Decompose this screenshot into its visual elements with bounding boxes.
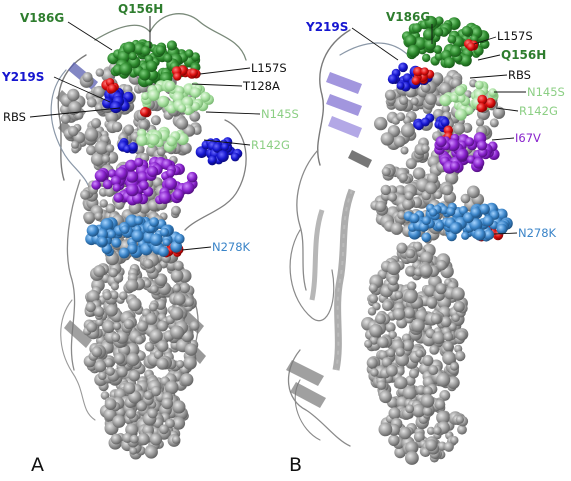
atom-sphere bbox=[137, 321, 148, 332]
atom-sphere bbox=[483, 215, 494, 226]
atom-sphere bbox=[119, 291, 128, 300]
atom-sphere bbox=[165, 81, 176, 92]
atom-sphere bbox=[398, 63, 408, 73]
atom-sphere bbox=[452, 314, 460, 322]
atom-sphere bbox=[140, 108, 149, 117]
atom-sphere bbox=[368, 307, 376, 315]
atom-sphere bbox=[423, 29, 435, 41]
label-q156h: Q156H bbox=[118, 2, 164, 16]
atom-sphere bbox=[106, 367, 115, 376]
atom-sphere bbox=[143, 259, 153, 269]
atom-sphere bbox=[389, 407, 401, 419]
atom-sphere bbox=[386, 365, 398, 377]
atom-sphere bbox=[474, 229, 486, 241]
atom-sphere bbox=[182, 182, 195, 195]
atom-sphere bbox=[126, 184, 139, 197]
atom-sphere bbox=[369, 283, 378, 292]
atom-sphere bbox=[145, 313, 157, 325]
atom-sphere bbox=[61, 114, 71, 124]
atom-sphere bbox=[151, 115, 161, 125]
atom-sphere bbox=[375, 201, 386, 212]
atom-sphere bbox=[129, 370, 140, 381]
atom-sphere bbox=[111, 333, 120, 342]
beta-sheet-ribbons bbox=[286, 72, 372, 408]
atom-sphere bbox=[401, 147, 409, 155]
atom-sphere bbox=[107, 230, 116, 239]
atom-sphere bbox=[221, 143, 229, 151]
atom-sphere bbox=[157, 340, 169, 352]
atom-sphere bbox=[456, 149, 468, 161]
atom-sphere bbox=[105, 304, 117, 316]
atom-sphere bbox=[158, 246, 169, 257]
atom-sphere bbox=[136, 135, 147, 146]
atom-sphere bbox=[431, 314, 442, 325]
atom-sphere bbox=[126, 353, 139, 366]
atom-sphere bbox=[82, 72, 92, 82]
panel-label-b: B bbox=[289, 454, 303, 476]
atom-sphere bbox=[173, 284, 181, 292]
atom-sphere bbox=[477, 140, 487, 150]
atom-sphere bbox=[370, 368, 378, 376]
atom-sphere bbox=[412, 76, 421, 85]
atom-sphere bbox=[119, 248, 130, 259]
atom-spheres bbox=[361, 16, 513, 465]
atom-sphere bbox=[144, 391, 153, 400]
label-v186g: V186G bbox=[386, 10, 431, 24]
atom-sphere bbox=[386, 348, 395, 357]
atom-sphere bbox=[86, 302, 96, 312]
atom-sphere bbox=[147, 166, 158, 177]
atom-sphere bbox=[102, 155, 110, 163]
atom-sphere bbox=[434, 27, 443, 36]
atom-sphere bbox=[124, 319, 134, 329]
atom-sphere bbox=[388, 435, 399, 446]
atom-sphere bbox=[113, 193, 123, 203]
atom-sphere bbox=[404, 290, 418, 304]
atom-sphere bbox=[369, 324, 382, 337]
label-v186g: V186G bbox=[20, 11, 65, 25]
atom-sphere bbox=[429, 208, 437, 216]
atom-sphere bbox=[134, 216, 143, 225]
atom-sphere bbox=[136, 401, 147, 412]
label-l157s: L157S bbox=[251, 61, 287, 75]
atom-sphere bbox=[391, 223, 403, 235]
atom-sphere bbox=[411, 319, 425, 333]
atom-sphere bbox=[410, 213, 420, 223]
atom-sphere bbox=[387, 261, 401, 275]
label-t128a: T128A bbox=[243, 79, 280, 93]
atom-sphere bbox=[405, 451, 419, 465]
atom-sphere bbox=[148, 408, 158, 418]
atom-sphere bbox=[170, 326, 184, 340]
atom-sphere bbox=[190, 321, 200, 331]
atom-sphere bbox=[68, 126, 78, 136]
atom-sphere bbox=[135, 336, 144, 345]
atom-sphere bbox=[141, 46, 151, 56]
atom-sphere bbox=[87, 225, 99, 237]
atom-sphere bbox=[139, 180, 149, 190]
atom-sphere bbox=[393, 308, 406, 321]
atom-sphere bbox=[453, 123, 465, 135]
atom-sphere bbox=[112, 122, 122, 132]
atom-sphere bbox=[125, 279, 138, 292]
atom-sphere bbox=[180, 373, 193, 386]
atom-sphere bbox=[157, 96, 169, 108]
atom-sphere bbox=[401, 123, 415, 137]
atom-sphere bbox=[450, 46, 461, 57]
atom-sphere bbox=[112, 415, 125, 428]
atom-sphere bbox=[405, 249, 415, 259]
atom-sphere bbox=[467, 186, 480, 199]
atom-sphere bbox=[117, 366, 128, 377]
label-l157s: L157S bbox=[497, 29, 533, 43]
atom-sphere bbox=[84, 212, 96, 224]
atom-sphere bbox=[108, 84, 117, 93]
atom-sphere bbox=[149, 303, 158, 312]
atom-sphere bbox=[403, 307, 415, 319]
atom-sphere bbox=[172, 435, 180, 443]
atom-sphere bbox=[114, 353, 126, 365]
label-n145s: N145S bbox=[261, 107, 299, 121]
atom-sphere bbox=[421, 67, 429, 75]
atom-sphere bbox=[85, 128, 99, 142]
label-y219s: Y219S bbox=[2, 70, 45, 84]
atom-sphere bbox=[421, 394, 435, 408]
atom-sphere bbox=[94, 360, 106, 372]
atom-sphere bbox=[174, 261, 184, 271]
atom-sphere bbox=[111, 434, 122, 445]
atom-sphere bbox=[465, 137, 474, 146]
atom-sphere bbox=[94, 212, 102, 220]
atom-sphere bbox=[159, 191, 172, 204]
atom-sphere bbox=[185, 49, 193, 57]
label-rbs: RBS bbox=[508, 68, 531, 82]
atom-sphere bbox=[161, 398, 173, 410]
atom-sphere bbox=[436, 373, 450, 387]
atom-sphere bbox=[185, 343, 198, 356]
atom-sphere bbox=[126, 171, 138, 183]
atom-sphere bbox=[405, 35, 417, 47]
atom-sphere bbox=[450, 362, 458, 370]
atom-sphere bbox=[425, 182, 437, 194]
atom-sphere bbox=[425, 439, 437, 451]
atom-sphere bbox=[364, 340, 372, 348]
atom-sphere bbox=[163, 238, 171, 246]
atom-sphere bbox=[397, 82, 405, 90]
atom-sphere bbox=[421, 232, 431, 242]
atom-sphere bbox=[381, 132, 394, 145]
atom-sphere bbox=[145, 445, 158, 458]
atom-sphere bbox=[159, 424, 169, 434]
atom-sphere bbox=[436, 260, 447, 271]
atom-sphere bbox=[86, 322, 97, 333]
atom-sphere bbox=[443, 341, 453, 351]
atom-sphere bbox=[217, 150, 229, 162]
atom-sphere bbox=[119, 63, 132, 76]
atom-sphere bbox=[444, 57, 455, 68]
atom-sphere bbox=[451, 287, 465, 301]
atom-sphere bbox=[405, 191, 414, 200]
atom-sphere bbox=[187, 172, 198, 183]
atom-sphere bbox=[148, 89, 160, 101]
atom-sphere bbox=[139, 69, 151, 81]
atom-sphere bbox=[439, 94, 451, 106]
atom-sphere bbox=[399, 96, 408, 105]
atom-sphere bbox=[405, 405, 414, 414]
atom-sphere bbox=[148, 134, 160, 146]
atom-sphere bbox=[420, 264, 433, 277]
label-n278k: N278K bbox=[518, 226, 557, 240]
atom-sphere bbox=[134, 158, 143, 167]
atom-sphere bbox=[178, 104, 187, 113]
atom-sphere bbox=[436, 136, 447, 147]
atom-sphere bbox=[426, 297, 437, 308]
atom-sphere bbox=[131, 230, 143, 242]
atom-sphere bbox=[385, 90, 396, 101]
atom-sphere bbox=[422, 216, 431, 225]
atom-sphere bbox=[455, 351, 465, 361]
atom-sphere bbox=[458, 95, 466, 103]
atom-sphere bbox=[163, 54, 172, 63]
atom-sphere bbox=[166, 169, 174, 177]
atom-sphere bbox=[130, 435, 139, 444]
atom-sphere bbox=[436, 283, 447, 294]
atom-sphere bbox=[111, 238, 121, 248]
atom-sphere bbox=[139, 120, 149, 130]
atom-sphere bbox=[377, 337, 389, 349]
atom-sphere bbox=[106, 144, 114, 152]
atom-sphere bbox=[98, 237, 107, 246]
atom-sphere bbox=[462, 26, 472, 36]
atom-sphere bbox=[141, 92, 149, 100]
atom-sphere bbox=[450, 94, 458, 102]
atom-sphere bbox=[411, 97, 419, 105]
atom-sphere bbox=[388, 74, 398, 84]
atom-sphere bbox=[473, 157, 484, 168]
atom-sphere bbox=[379, 390, 392, 403]
atom-sphere bbox=[429, 345, 439, 355]
atom-sphere bbox=[174, 234, 184, 244]
atom-sphere bbox=[377, 381, 386, 390]
atom-sphere bbox=[126, 409, 136, 419]
atom-sphere bbox=[476, 118, 484, 126]
atom-sphere bbox=[208, 156, 217, 165]
atom-sphere bbox=[471, 207, 481, 217]
atom-sphere bbox=[448, 35, 457, 44]
atom-sphere bbox=[156, 45, 166, 55]
atom-sphere bbox=[123, 382, 135, 394]
atom-sphere bbox=[421, 144, 429, 152]
atom-sphere bbox=[381, 185, 391, 195]
atom-sphere bbox=[455, 86, 465, 96]
atom-sphere bbox=[109, 268, 118, 277]
atom-sphere bbox=[413, 167, 426, 180]
label-q156h: Q156H bbox=[501, 48, 547, 62]
atom-sphere bbox=[150, 233, 163, 246]
atom-sphere bbox=[173, 293, 185, 305]
atom-sphere bbox=[113, 322, 121, 330]
atom-sphere bbox=[421, 118, 430, 127]
atom-sphere bbox=[91, 118, 101, 128]
atom-sphere bbox=[149, 217, 159, 227]
atom-sphere bbox=[432, 331, 445, 344]
atom-sphere bbox=[422, 54, 430, 62]
atom-sphere bbox=[92, 346, 103, 357]
atom-sphere bbox=[455, 109, 467, 121]
label-y219s: Y219S bbox=[306, 20, 349, 34]
label-r142g: R142G bbox=[251, 138, 290, 152]
atom-sphere bbox=[450, 436, 458, 444]
atom-sphere bbox=[190, 87, 201, 98]
atom-sphere bbox=[497, 224, 508, 235]
atom-sphere bbox=[129, 447, 137, 455]
atom-sphere bbox=[450, 222, 462, 234]
panel-a bbox=[1, 2, 299, 476]
atom-sphere bbox=[173, 72, 181, 80]
atom-sphere bbox=[457, 330, 467, 340]
atom-sphere bbox=[129, 52, 137, 60]
atom-sphere bbox=[129, 142, 138, 151]
atom-sphere bbox=[128, 298, 142, 312]
atom-sphere bbox=[200, 92, 210, 102]
atom-sphere bbox=[171, 206, 181, 216]
atom-sphere bbox=[369, 294, 378, 303]
atom-sphere bbox=[394, 136, 406, 148]
atom-sphere bbox=[402, 199, 413, 210]
atom-sphere bbox=[138, 433, 150, 445]
atom-sphere bbox=[388, 276, 397, 285]
atom-sphere bbox=[399, 173, 408, 182]
atom-sphere bbox=[113, 184, 121, 192]
atom-sphere bbox=[171, 269, 184, 282]
atom-sphere bbox=[395, 376, 408, 389]
atom-sphere bbox=[231, 153, 240, 162]
atom-sphere bbox=[176, 117, 189, 130]
panel-b bbox=[286, 10, 565, 476]
atom-sphere bbox=[150, 433, 162, 445]
atom-sphere bbox=[121, 225, 130, 234]
atom-sphere bbox=[396, 112, 405, 121]
atom-sphere bbox=[435, 221, 444, 230]
atom-sphere bbox=[407, 45, 420, 58]
atom-sphere bbox=[382, 300, 393, 311]
atom-sphere bbox=[475, 81, 484, 90]
atom-sphere bbox=[110, 101, 122, 113]
atom-sphere bbox=[395, 291, 403, 299]
atom-sphere bbox=[180, 283, 191, 294]
atom-sphere bbox=[477, 103, 487, 113]
label-n145s: N145S bbox=[527, 85, 565, 99]
atom-sphere bbox=[375, 313, 386, 324]
atom-sphere bbox=[93, 265, 105, 277]
atom-sphere bbox=[105, 398, 117, 410]
atom-sphere bbox=[403, 386, 417, 400]
atom-sphere bbox=[167, 40, 177, 50]
atom-sphere bbox=[423, 406, 433, 416]
label-r142g: R142G bbox=[519, 104, 558, 118]
atom-sphere bbox=[425, 93, 437, 105]
atom-sphere bbox=[428, 365, 438, 375]
atom-sphere bbox=[422, 355, 433, 366]
atom-sphere bbox=[67, 89, 79, 101]
atom-sphere bbox=[456, 416, 464, 424]
atom-sphere bbox=[424, 39, 436, 51]
atom-sphere bbox=[490, 118, 499, 127]
atom-sphere bbox=[189, 69, 198, 78]
label-n278k: N278K bbox=[212, 240, 251, 254]
atom-sphere bbox=[409, 369, 419, 379]
atom-sphere bbox=[406, 158, 417, 169]
atom-sphere bbox=[444, 332, 454, 342]
label-i67v: I67V bbox=[515, 131, 541, 145]
atom-sphere bbox=[395, 347, 404, 356]
atom-sphere bbox=[176, 360, 184, 368]
atom-sphere bbox=[442, 185, 453, 196]
atom-sphere bbox=[150, 285, 158, 293]
atom-sphere bbox=[435, 399, 446, 410]
atom-sphere bbox=[173, 189, 184, 200]
helix-ribbon bbox=[312, 190, 352, 370]
atom-sphere bbox=[374, 117, 387, 130]
panel-label-a: A bbox=[31, 454, 44, 476]
atom-sphere bbox=[388, 193, 397, 202]
atom-sphere bbox=[399, 427, 411, 439]
atom-sphere bbox=[184, 297, 194, 307]
atom-sphere bbox=[71, 141, 79, 149]
atom-sphere bbox=[167, 136, 177, 146]
atom-sphere bbox=[433, 426, 442, 435]
atom-sphere bbox=[489, 88, 497, 96]
atom-sphere bbox=[103, 291, 112, 300]
atom-sphere bbox=[382, 167, 391, 176]
atom-sphere bbox=[111, 282, 119, 290]
atom-sphere bbox=[170, 307, 184, 321]
atom-sphere bbox=[98, 371, 107, 380]
atom-sphere bbox=[454, 301, 465, 312]
atom-sphere bbox=[160, 228, 169, 237]
atom-sphere bbox=[95, 170, 107, 182]
atom-sphere bbox=[156, 358, 168, 370]
atom-sphere bbox=[461, 232, 469, 240]
atom-sphere bbox=[96, 68, 104, 76]
atom-sphere bbox=[100, 199, 108, 207]
atom-sphere bbox=[415, 349, 423, 357]
label-rbs: RBS bbox=[3, 110, 26, 124]
atom-sphere bbox=[183, 356, 197, 370]
atom-sphere bbox=[172, 400, 185, 413]
atom-sphere bbox=[450, 161, 460, 171]
atom-sphere bbox=[407, 281, 416, 290]
atom-sphere bbox=[379, 423, 393, 437]
atom-sphere bbox=[446, 207, 455, 216]
atom-sphere bbox=[367, 357, 378, 368]
